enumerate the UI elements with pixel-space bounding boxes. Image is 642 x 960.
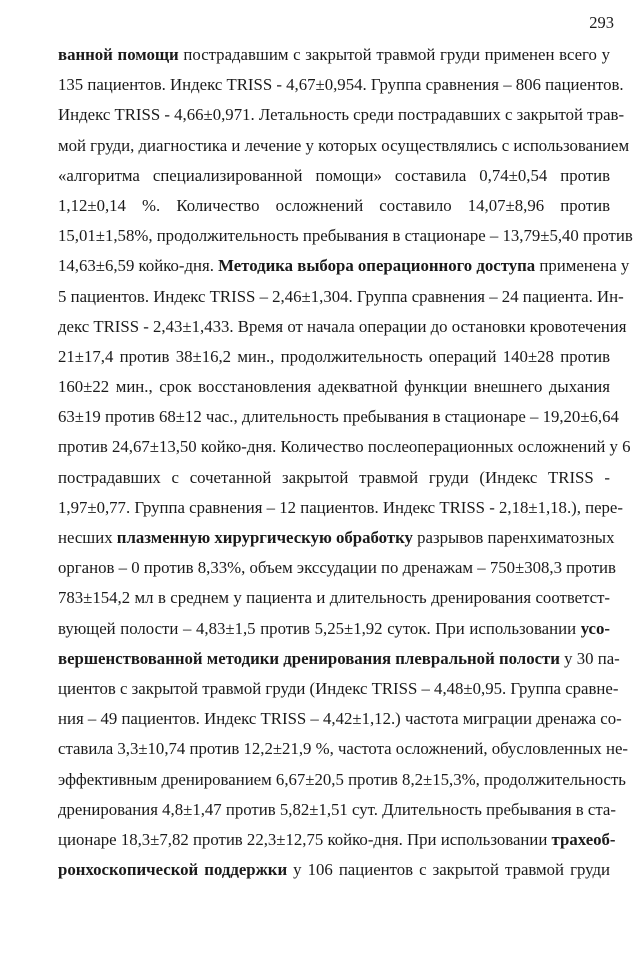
text-line — [58, 282, 624, 312]
text-line — [58, 855, 610, 885]
text-line — [58, 583, 610, 613]
text-run: применена у — [535, 256, 630, 276]
bold-term: ванной помощи — [58, 45, 179, 64]
text-line — [58, 734, 628, 764]
text-run: эффективным дренированием 6,67±20,5 против 8,2±15,3%, продолжительность — [58, 769, 626, 789]
text-line — [58, 161, 610, 191]
text-line — [58, 795, 616, 825]
text-line — [58, 704, 622, 734]
text-line — [58, 372, 610, 402]
text-run: органов – 0 против 8,33%, объем экссудации по дренажам – 750±308,3 против — [58, 558, 616, 578]
text-run: несших — [58, 528, 117, 547]
text-run: у 106 пациентов с закрытой травмой груди — [287, 860, 610, 880]
text-line — [58, 402, 619, 432]
text-run: ционаре 18,3±7,82 против 22,3±12,75 койко-дня. При использовании — [58, 829, 552, 849]
text-line — [58, 70, 624, 100]
text-run: мой груди, диагностика и лечение у которых осуществлялись с использованием — [58, 135, 630, 155]
text-run: 160±22 мин., срок восстановления адекватной функции внешнего дыхания — [58, 377, 610, 397]
text-run: 63±19 против 68±12 час., длительность пребывания в стационаре – 19,20±6,64 — [58, 407, 619, 427]
text-run: 783±154,2 мл в среднем у пациента и длительность дренирования соответст- — [58, 588, 610, 608]
text-run: «алгоритма специализированной помощи» составила 0,74±0,54 против — [58, 165, 610, 185]
text-run: у 30 па- — [559, 648, 620, 668]
text-line — [58, 100, 625, 130]
text-line — [58, 312, 627, 342]
text-line — [58, 523, 615, 553]
text-run: против 24,67±13,50 койко-дня. Количество послеоперационных осложнений у 6 — [58, 437, 631, 457]
text-run: 5 пациентов. Индекс TRISS – 2,46±1,304. Группа сравнения – 24 пациента. Ин- — [58, 286, 624, 306]
text-line — [58, 493, 623, 523]
text-line — [58, 342, 610, 372]
text-run: декс TRISS - 2,43±1,433. Время от начала операции до остановки кровотечения — [58, 316, 627, 336]
text-line — [58, 553, 616, 583]
text-line — [58, 40, 610, 70]
text-run: дренирования 4,8±1,47 против 5,82±1,51 сут. Длительность пребывания в ста- — [58, 799, 616, 819]
page-number: 293 — [589, 13, 614, 32]
text-line — [58, 251, 630, 281]
text-run: ния – 49 пациентов. Индекс TRISS – 4,42±1,12.) частота миграции дренажа со- — [58, 709, 622, 729]
text-run: 1,97±0,77. Группа сравнения – 12 пациентов. Индекс TRISS - 2,18±1,18.), пере- — [58, 497, 623, 517]
text-run: Индекс TRISS - 4,66±0,971. Летальность среди пострадавших с закрытой трав- — [58, 105, 625, 125]
text-line — [58, 463, 610, 493]
text-run: 14,63±6,59 койко-дня. — [58, 256, 219, 276]
text-run: вующей полости – 4,83±1,5 против 5,25±1,92 суток. При использовании — [58, 618, 581, 638]
text-run: 21±17,4 против 38±16,2 мин., продолжительность операций 140±28 против — [58, 346, 610, 366]
text-run: 1,12±0,14 %. Количество осложнений составило 14,07±8,96 против — [58, 195, 610, 215]
bold-term: вершенствованной методики дренирования плевральной полости — [58, 648, 560, 668]
bold-term: плазменную хирургическую обработку — [116, 528, 413, 547]
text-run: ставила 3,3±10,74 против 12,2±21,9 %, частота осложнений, обусловленных не- — [58, 739, 628, 759]
text-line — [58, 432, 631, 462]
text-run: пострадавшим с закрытой травмой груди применен всего у — [178, 45, 610, 64]
text-line — [58, 191, 610, 221]
text-run: 135 пациентов. Индекс TRISS - 4,67±0,954. Группа сравнения – 806 пациентов. — [58, 75, 624, 95]
bold-term: усо- — [580, 618, 610, 638]
text-line — [58, 614, 610, 644]
text-run: пострадавших с сочетанной закрытой травмой груди (Индекс TRISS - — [58, 467, 610, 487]
text-line — [58, 221, 633, 251]
text-line — [58, 825, 616, 855]
text-line — [58, 765, 626, 795]
text-run: 15,01±1,58%, продолжительность пребывания в стационаре – 13,79±5,40 против — [58, 226, 633, 246]
text-line — [58, 131, 630, 161]
text-run: разрывов паренхиматозных — [412, 528, 615, 547]
bold-term: ронхоскопической поддержки — [58, 860, 288, 880]
text-line — [58, 644, 620, 674]
text-line — [58, 674, 619, 704]
text-run: циентов с закрытой травмой груди (Индекс TRISS – 4,48±0,95. Группа сравне- — [58, 678, 619, 698]
bold-term: трахеоб- — [551, 829, 616, 849]
bold-term: Методика выбора операционного доступа — [218, 256, 536, 276]
body-text — [58, 40, 633, 885]
